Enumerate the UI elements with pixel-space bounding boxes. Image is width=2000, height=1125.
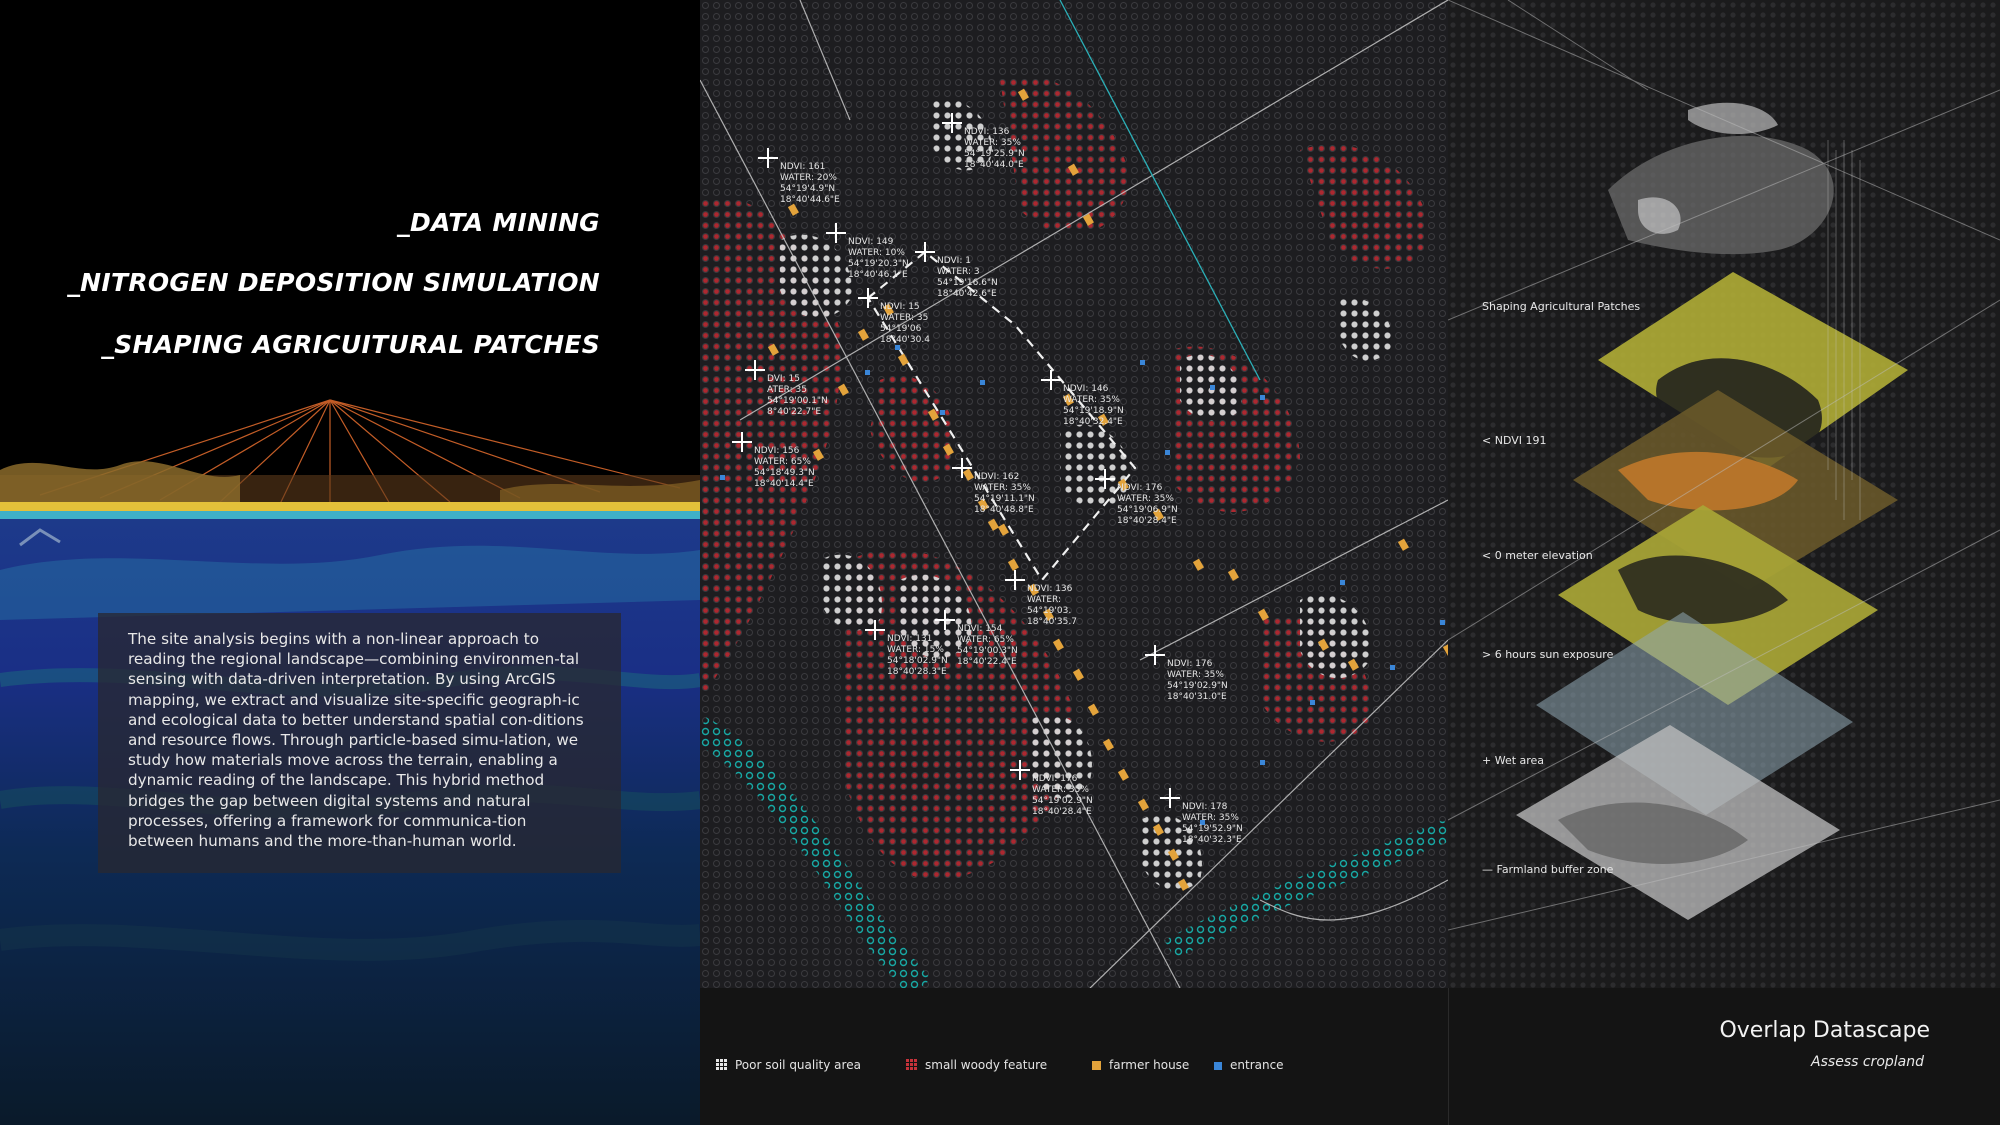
sample-point-label: NDVI: 149 WATER: 10% 54°19'20.3"N 18°40'46.1"E [848, 237, 909, 280]
legend-woody-feature: small woody feature [906, 1058, 1047, 1072]
panel-title: Overlap Datascape [1719, 1018, 1930, 1043]
legend-bar [700, 988, 2000, 1125]
sample-point-label: NDVI: 146 WATER: 35% 54°19'18.9"N 18°40'32.4"E [1063, 384, 1124, 427]
description-text: The site analysis begins with a non-linear approach to reading the regional landscape—combining environmen-tal sensing with data-driven interpretation. By using ArcGIS mapping, we extract and visualize site-specific geograph-ic and ecological data to better understand spatial con-ditions and resource flows. Through particle-based simu-lation, we study how materials move across the terrain, enabling a dynamic reading of the landscape. This hybrid method bridges the gap between digital systems and natural processes, offering a framework for communica-tion between humans and the more-than-human world. [128, 630, 584, 851]
entrance-marker [1340, 580, 1345, 585]
overlap-panel [1448, 0, 2000, 988]
stacked-layers-graphic [1448, 0, 2000, 988]
sample-point-label: NDVI: 1 WATER: 3 54°19'16.6"N 18°40'42.6"E [937, 256, 998, 299]
entrance-marker [1140, 360, 1145, 365]
sample-point-label: NDVI: 156 WATER: 65% 54°18'49.3"N 18°40'14.4"E [754, 446, 815, 489]
sample-point-label: NDVI: 136 WATER: 54°19'03. 18°40'35.7 [1027, 584, 1077, 627]
entrance-marker [940, 410, 945, 415]
heading-nitrogen-simulation: _NITROGEN DEPOSITION SIMULATION [67, 268, 600, 297]
entrance-marker [1440, 620, 1445, 625]
legend-entrance: entrance [1214, 1058, 1284, 1072]
sample-point-label: NDVI: 131 WATER: 15% 54°18'02.9"N 18°40'28.3"E [887, 634, 948, 677]
site-map [700, 0, 1448, 988]
entrance-marker [865, 370, 870, 375]
description-box [98, 613, 621, 873]
entrance-marker [720, 475, 725, 480]
sample-point-label: NDVI: 15 WATER: 35 54°19'06 18°40'30.4 [880, 302, 930, 345]
sample-point-label: NDVI: 176 WATER: 35% 54°19'06.9"N 18°40'28.4"E [1117, 483, 1178, 526]
site-map-graphic [700, 0, 1448, 988]
entrance-marker [1165, 450, 1170, 455]
red-dot-grid-icon [906, 1059, 917, 1070]
entrance-marker [1390, 665, 1395, 670]
entrance-marker [1210, 385, 1215, 390]
sample-point-label: NDVI: 178 WATER: 35% 54°19'52.9"N 18°40'32.3"E [1182, 802, 1243, 845]
orange-square-icon [1092, 1061, 1101, 1070]
sample-point-label: NDVI: 161 WATER: 20% 54°19'4.9"N 18°40'44.6"E [780, 162, 840, 205]
entrance-marker [980, 380, 985, 385]
sample-point-label: NDVI: 136 WATER: 35% 54°19'25.9"N 18°40'44.0"E [964, 127, 1025, 170]
blue-square-icon [1214, 1062, 1222, 1070]
entrance-marker [1260, 395, 1265, 400]
entrance-marker [1310, 700, 1315, 705]
intro-panel [0, 0, 700, 1125]
layer-label-wet-area: + Wet area [1482, 754, 1545, 767]
layer-label-ndvi: < NDVI 191 [1482, 434, 1547, 447]
heading-shaping-patches: _SHAPING AGRICUITURAL PATCHES [101, 330, 600, 359]
sample-point-label: NDVI: 162 WATER: 35% 54°19'11.1"N 18°40'48.8"E [974, 472, 1035, 515]
layer-label-agri-patches: Shaping Agricultural Patches [1482, 300, 1641, 313]
legend-poor-soil: Poor soil quality area [716, 1058, 861, 1072]
white-dot-grid-icon [716, 1059, 727, 1070]
sample-point-label: NDVI: 154 WATER: 65% 54°19'00.3"N 18°40'22.4"E [957, 624, 1018, 667]
legend-farmer-house: farmer house [1092, 1058, 1189, 1072]
sample-point-label: NDVI: 176 WATER: 35% 54°19'02.9"N 18°40'28.4"E [1032, 774, 1093, 817]
sample-point-label: DVI: 15 ATER: 35 54°19'00.1"N 8°40'22.7"E [767, 374, 828, 417]
layer-label-farmland-buffer: — Farmland buffer zone [1482, 863, 1614, 876]
panel-subtitle: Assess cropland [1811, 1054, 1924, 1070]
layer-label-sun-exposure: > 6 hours sun exposure [1482, 648, 1614, 661]
heading-data-mining: _DATA MINING [397, 208, 600, 237]
layer-label-elevation: < 0 meter elevation [1482, 549, 1593, 562]
entrance-marker [1260, 760, 1265, 765]
sample-point-label: NDVI: 176 WATER: 35% 54°19'02.9"N 18°40'31.0"E [1167, 659, 1228, 702]
